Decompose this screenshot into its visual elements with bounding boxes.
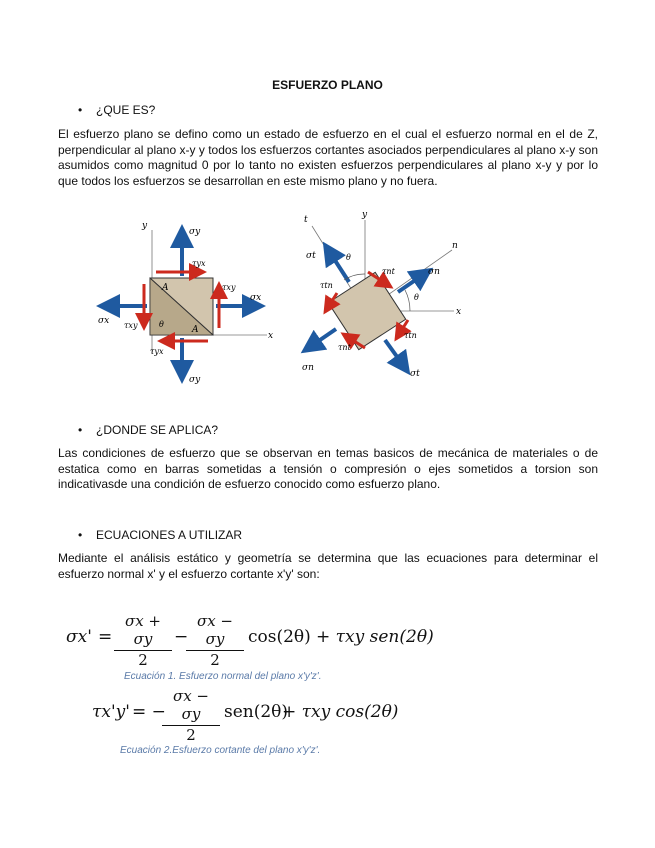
label-a-bottom: A (192, 325, 199, 335)
document-title: ESFUERZO PLANO (272, 78, 383, 92)
label-tau-nt-top: τnt (382, 267, 395, 276)
label-t: t (304, 215, 308, 225)
label-sigma-y-bottom: σy (189, 375, 201, 385)
label-sigma-x-right: σx (250, 293, 262, 303)
label-theta-right: θ (414, 293, 419, 302)
eq2-frac-denominator: 2 (186, 726, 196, 744)
stress-element-figure (92, 214, 282, 394)
label-sigma-t-bottom: σt (410, 369, 420, 379)
label-theta-top: θ (346, 253, 351, 262)
label-sigma-t-top: σt (306, 251, 316, 261)
paragraph-donde-se-aplica: Las condiciones de esfuerzo que se observan en temas basicos de mecánica de materiales o de estatica como en barras sometidas a tensión o compresión o ejes sometidos a torsion son indicativasde una condición de esfuerzo conocido como esfuerzo plano. (58, 446, 598, 492)
eq1-lhs: σx' (66, 627, 92, 647)
equation-2-caption: Ecuación 2.Esfuerzo cortante del plano x'y'z'. (120, 745, 321, 756)
rotated-stress-element-figure (292, 208, 477, 383)
label-y: y (142, 221, 148, 231)
sigma-t-top-arrow (325, 245, 349, 282)
label-x: x (268, 331, 274, 341)
label-sigma-n-bottom: σn (302, 363, 314, 373)
eq1-frac2-numerator: σx − σy (186, 612, 244, 651)
paragraph-ecuaciones: Mediante el análisis estático y geometría se determina que las ecuaciones para determinar el esfuerzo normal x' y el esfuerzo cortante x'y' son: (58, 551, 598, 581)
label-theta: θ (159, 320, 164, 329)
label-sigma-y-top: σy (189, 227, 201, 237)
eq1-cos-term: cos(2θ) (248, 627, 311, 647)
label-sigma-n-right: σn (428, 267, 440, 277)
eq2-frac-numerator: σx − σy (162, 687, 220, 726)
eq1-fraction-2 (186, 612, 244, 669)
label-tau-nt-bottom: τnt (338, 343, 351, 352)
equation-1 (66, 612, 434, 669)
eq2-equals: = − (132, 702, 166, 722)
eq1-minus: − (174, 627, 189, 647)
equation-2 (92, 687, 399, 744)
theta-arc-right (405, 290, 410, 311)
heading-text: ¿QUE ES? (96, 103, 156, 117)
eq1-plus-term: + τxy sen(2θ) (316, 627, 434, 647)
eq1-fraction-1 (114, 612, 172, 669)
label-tau-xy-right: τxy (222, 283, 236, 292)
label-tau-yx-top: τyx (192, 259, 206, 268)
rotated-block (328, 272, 405, 349)
label-tau-tn-right: τtn (404, 331, 417, 340)
bullet-icon: • (78, 103, 83, 117)
heading-text: ECUACIONES A UTILIZAR (96, 528, 243, 542)
heading-text: ¿DONDE SE APLICA? (96, 423, 219, 437)
eq2-lhs: τx'y' (92, 702, 130, 722)
eq1-frac2-denominator: 2 (210, 651, 220, 669)
label-x: x (456, 307, 462, 317)
paragraph-que-es: El esfuerzo plano se defino como un estado de esfuerzo en el cual el esfuerzo normal en el de Z, perpendicular al plano x-y y todos los esfuerzos cortantes asociados perpendiculares al plano x-y son asumidos como magnitud 0 por lo tanto no existen esfuerzos perpendiculares al plano x-y y por lo que todos los esfuerzos se desarrollan en este mismo plano y no fuera. (58, 127, 598, 188)
eq1-frac1-numerator: σx + σy (114, 612, 172, 651)
label-tau-xy-left: τxy (124, 321, 138, 330)
eq2-fraction (162, 687, 220, 744)
bullet-icon: • (78, 528, 83, 542)
label-a-top: A (162, 283, 169, 293)
label-tau-tn-left: τtn (320, 281, 333, 290)
eq2-sen-term: sen(2θ) (224, 702, 289, 722)
eq1-frac1-denominator: 2 (138, 651, 148, 669)
label-tau-yx-bottom: τyx (150, 347, 164, 356)
label-n: n (452, 241, 458, 251)
eq1-equals: = (98, 627, 113, 647)
sigma-n-left-arrow (304, 329, 336, 351)
bullet-icon: • (78, 423, 83, 437)
equation-1-caption: Ecuación 1. Esfuerzo normal del plano x'y'z'. (124, 671, 322, 682)
eq2-plus-term: + τxy cos(2θ) (282, 702, 399, 722)
label-sigma-x-left: σx (98, 316, 110, 326)
sigma-n-right-arrow (398, 270, 430, 292)
sigma-t-bottom-arrow (385, 340, 408, 372)
label-y: y (362, 210, 368, 220)
